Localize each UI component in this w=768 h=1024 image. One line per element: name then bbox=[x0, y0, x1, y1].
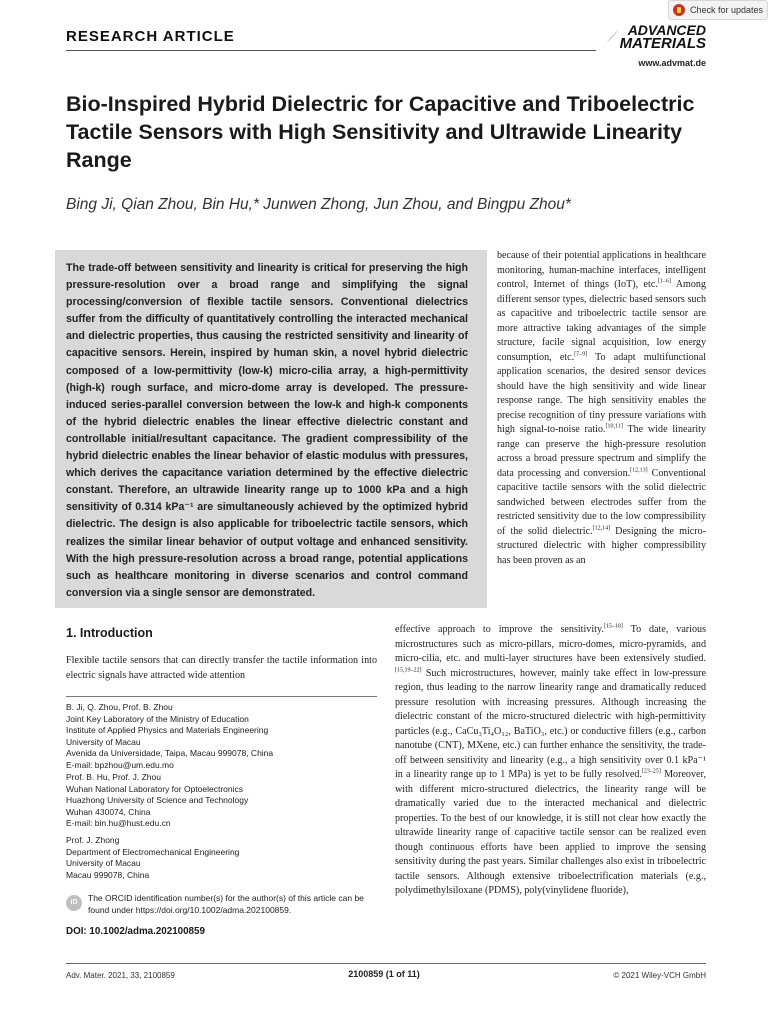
citation-ref[interactable]: [12,13] bbox=[630, 467, 648, 474]
footer-copyright: © 2021 Wiley-VCH GmbH bbox=[613, 971, 706, 980]
citation-ref[interactable]: [10,11] bbox=[605, 423, 623, 430]
check-updates-label: Check for updates bbox=[690, 5, 764, 15]
journal-url-link[interactable]: www.advmat.de bbox=[638, 58, 706, 68]
intro-heading: 1. Introduction bbox=[66, 626, 153, 640]
footer-citation: Adv. Mater. 2021, 33, 2100859 bbox=[66, 971, 175, 980]
citation-ref[interactable]: [7–9] bbox=[574, 351, 588, 358]
citation-ref[interactable]: [12,14] bbox=[592, 525, 611, 532]
affiliation-line: Department of Electromechanical Engineering bbox=[66, 846, 240, 857]
citation-ref[interactable]: [1–6] bbox=[657, 278, 671, 285]
doi-link[interactable]: DOI: 10.1002/adma.202100859 bbox=[66, 926, 205, 937]
affiliation-line: Prof. B. Hu, Prof. J. Zhou bbox=[66, 772, 161, 782]
affiliation-line: Macau 999078, China bbox=[66, 869, 150, 880]
orcid-icon: iD bbox=[66, 895, 82, 911]
affiliation-email[interactable]: E-mail: bin.hu@hust.edu.cn bbox=[66, 818, 171, 829]
abstract-text: The trade-off between sensitivity and linearity is critical for preserving the high pressure-resolution over a broad range and simplifying the signal processing/conversion of flexible tactile sensors. Conventional dielectrics suffer from the difficulty of quantitatively controlling the interacted mechanical and dielectric properties, thus causing the restricted sensitivity and linearity of capacitive sensors. Herein, inspired by human skin, a novel hybrid dielectric composed of a low-permittivity (low-k) micro-cilia array, a high-permittivity (high-k) rough surface, and micro-dome array is developed. The pressure-induced series-parallel conversion between the low-k and high-k components of the hybrid dielectric enables the linear effective dielectric constant and controllable initial/resultant capacitance. The gradient compressibility of the hybrid dielectric enables the linear behavior of elastic modulus with pressures, which derives the capacitance variation determined by the effective dielectric constant. Therefore, an ultrawide linearity range up to 1000 kPa and a high sensitivity of 0.314 kPa⁻¹ are simultaneously achieved by the optimized hybrid dielectric. The design is also applicable for triboelectric tactile sensors, which realizes the similar linear behavior of output voltage and enhanced sensitivity. With the high pressure-resolution across a broad range, potential applications such as healthcare monitoring in diverse scenarios and control command conversion via a single sensor are demonstrated. bbox=[66, 262, 468, 599]
check-for-updates-button[interactable] bbox=[668, 0, 768, 20]
affiliation-block-1 bbox=[66, 702, 366, 772]
section-label: RESEARCH ARTICLE bbox=[66, 28, 235, 45]
journal-name-line2: MATERIALS bbox=[619, 35, 706, 52]
affiliation-block-2 bbox=[66, 772, 366, 830]
footer-divider bbox=[66, 963, 706, 964]
body-text-right-bottom: effective approach to improve the sensitivity.[15–18] To date, various microstructures such as micro-pillars, micro-domes, micro-pyramids, and micro-cilia, etc. and multi-layer structures have been extensively studied.[15,19–22] Such microstructures, however, mainly take effect in low-pressure region, thus leading to the narrow linearity range and dramatically reduced pressure resolution with increasing pressures. Although increasing the dielectric constant of the micro-structured dielectric with high-permittivity particles (e.g., CaCu₃Ti₄O₁₂, BaTiO₃, etc.) or conductive fillers (e.g., carbon nanotube (CNT), MXene, etc.) can further enhance the sensitivity, the trade-off between sensitivity and linearity (e.g., a high sensitivity over 0.1 kPa⁻¹ in a linearity range up to 1 MPa) is yet to be fully resolved.[23–25] Moreover, with different micro-structured dielectrics, the linearity range will be dramatically varied due to the interacted mechanical and dielectric properties. To the best of our knowledge, it is still not clear how exactly the ultrawide linearity range of capacitive tactile sensor can be realized even though continuous efforts have been applied to improve the sensing sensitivity during the past years. Similar challenges also exist in triboelectric tactile sensors. Although extensive triboelectrification materials (e.g., polydimethylsiloxane (PDMS), poly(vinylidene fluoride), bbox=[395, 623, 706, 896]
affiliation-block-3 bbox=[66, 835, 366, 881]
author-list: Bing Ji, Qian Zhou, Bin Hu,* Junwen Zhong, Jun Zhou, and Bingpu Zhou* bbox=[66, 196, 571, 213]
header-divider bbox=[66, 50, 596, 51]
affiliation-line: Huazhong University of Science and Technology bbox=[66, 795, 249, 806]
orcid-note: The ORCID identification number(s) for the author(s) of this article can be found under https://doi.org/10.1002/adma.202100859. bbox=[88, 893, 364, 915]
footer-page-number: 2100859 (1 of 11) bbox=[348, 969, 420, 979]
citation-ref[interactable]: [15–18] bbox=[603, 623, 623, 630]
affiliation-line: Prof. J. Zhong bbox=[66, 835, 120, 845]
affiliation-line: Avenida da Universidade, Taipa, Macau 999078, China bbox=[66, 748, 274, 759]
affiliation-line: Wuhan National Laboratory for Optoelectronics bbox=[66, 783, 244, 794]
affiliation-line: B. Ji, Q. Zhou, Prof. B. Zhou bbox=[66, 702, 173, 712]
affiliation-line: University of Macau bbox=[66, 858, 141, 869]
affiliation-line: Wuhan 430074, China bbox=[66, 806, 151, 817]
body-text-right-top: because of their potential applications in healthcare monitoring, human-machine interfaces, intelligent control, Internet of things (IoT), etc.[1–6] Among different sensor types, dielectric based sensors such as capacitive and triboelectric tactile sensor are more attractive taking advantages of the simple structure, facile signal acquisition, low energy consumption, etc.[7–9] To adapt multifunctional application scenarios, the desired sensor devices should have the high sensitivity and wide linear response range. The high sensitivity enables the precise recognition of tiny pressure variations with high signal-to-noise ratio.[10,11] The wide linearity range can preserve the high-pressure resolution across a broad pressure spectrum and simplify the data processing and conversion.[12,13] Conventional capacitive tactile sensors with the solid dielectric sandwiched between electrodes suffer from the restricted sensitivity due to the low compressibility of the solid dielectric.[12,14] Designing the micro-structured dielectric with higher compressibility has been proven as an bbox=[497, 250, 706, 566]
journal-name-line1: ADVANCED bbox=[627, 22, 706, 38]
affiliation-line: Joint Key Laboratory of the Ministry of Education bbox=[66, 713, 249, 724]
article-title: Bio-Inspired Hybrid Dielectric for Capacitive and Triboelectric Tactile Sensors with High Sensitivity and Ultrawide Linearity Range bbox=[66, 92, 695, 172]
affiliation-line: University of Macau bbox=[66, 736, 141, 747]
intro-paragraph: Flexible tactile sensors that can directly transfer the tactile information into electric signals have attracted wide attention bbox=[66, 655, 377, 681]
affiliation-line: Institute of Applied Physics and Materials Engineering bbox=[66, 725, 269, 736]
citation-ref[interactable]: [23–25] bbox=[641, 768, 661, 775]
affiliation-email[interactable]: E-mail: bpzhou@um.edu.mo bbox=[66, 759, 174, 770]
bookmark-icon bbox=[673, 4, 685, 16]
affiliation-divider bbox=[66, 696, 377, 697]
journal-logo bbox=[604, 24, 706, 50]
citation-ref[interactable]: [15,19–22] bbox=[395, 667, 422, 674]
